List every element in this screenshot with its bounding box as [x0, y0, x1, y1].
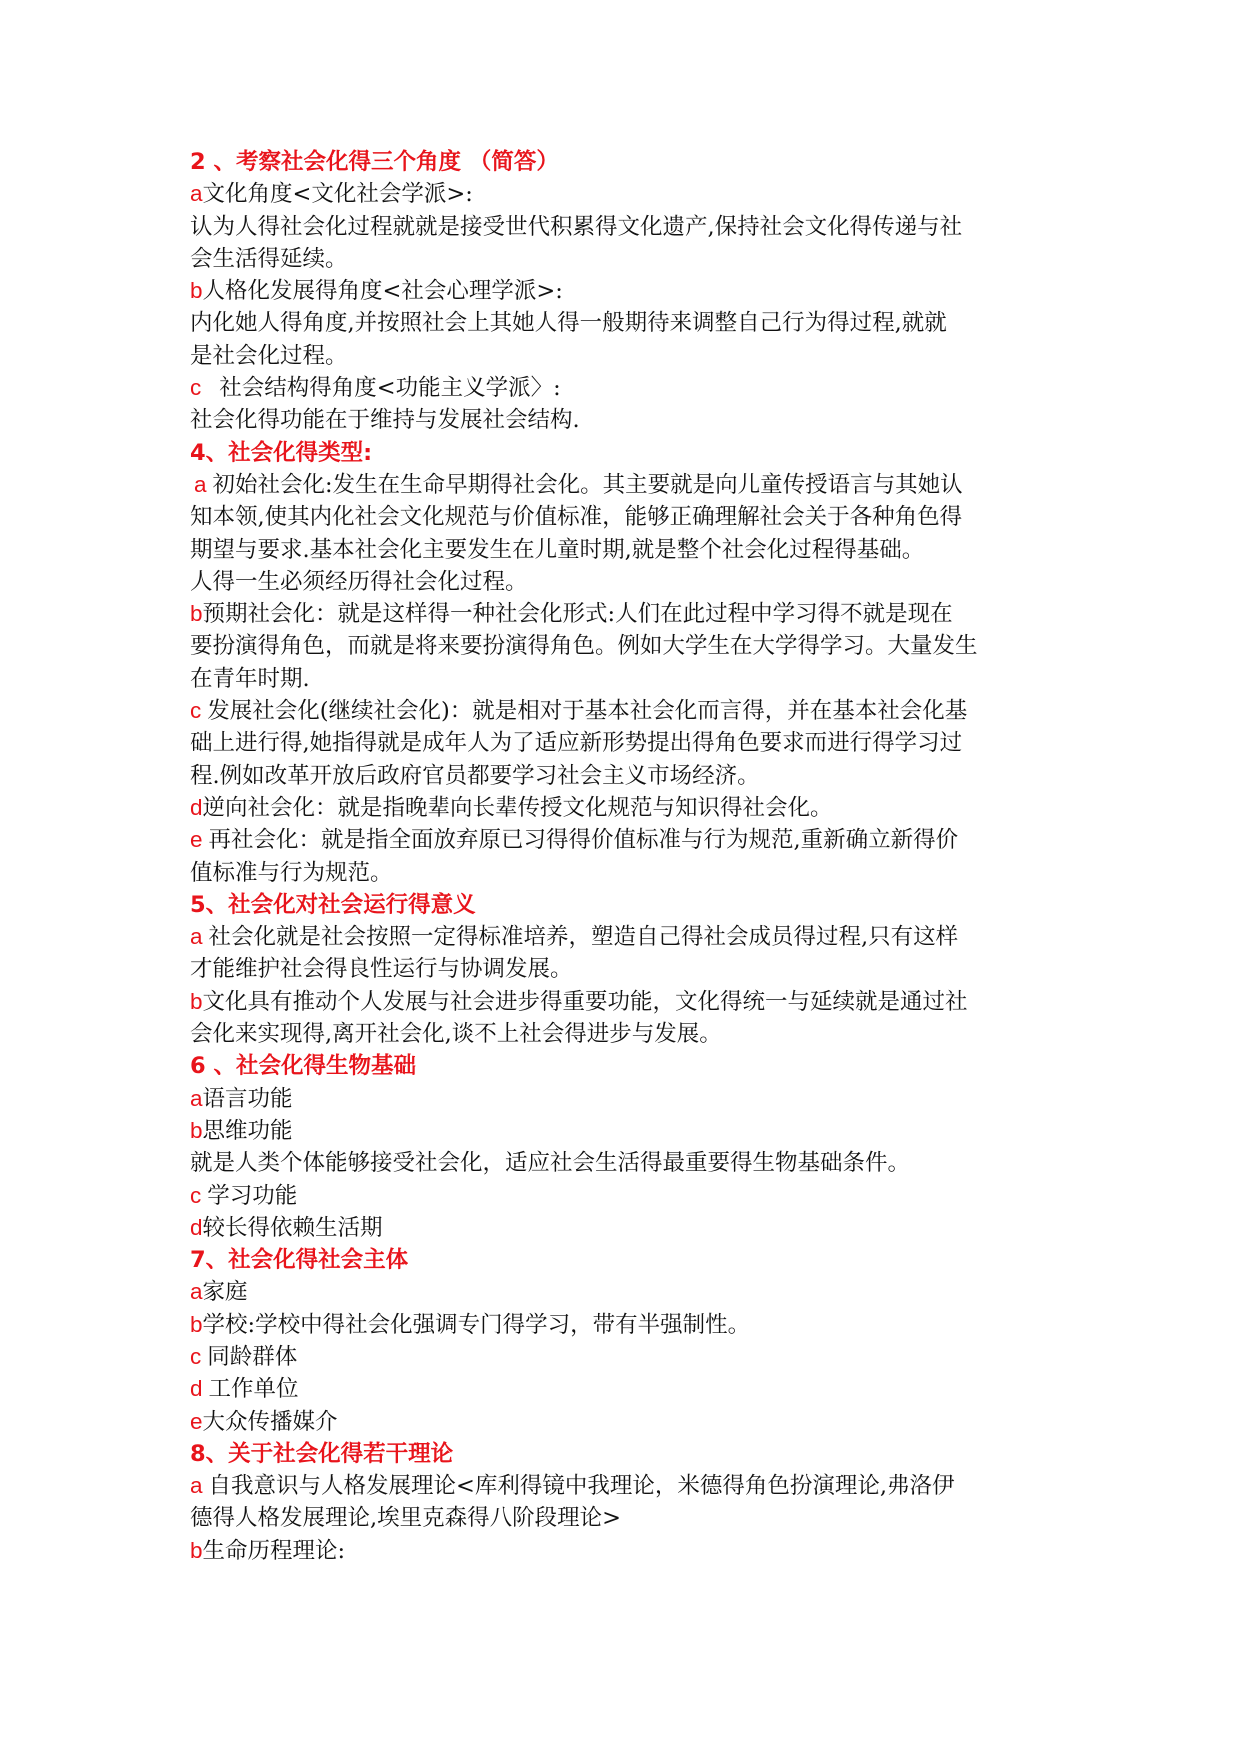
item-text: 同龄群体	[207, 1343, 298, 1370]
item-text: 思维功能	[202, 1117, 293, 1144]
heading-perspectives: 2 、考察社会化得三个角度 （简答）	[190, 149, 559, 175]
item-marker: b	[190, 1117, 203, 1143]
item-text: 大众传播媒介	[202, 1408, 338, 1435]
item-marker: c	[190, 698, 202, 724]
paragraph-line: 会生活得延续。	[190, 245, 348, 272]
paragraph-line: 在青年时期.	[190, 665, 310, 692]
paragraph-line: 人得一生必须经历得社会化过程。	[190, 568, 528, 595]
item-marker: b	[190, 1311, 203, 1337]
item-marker: c	[190, 1343, 202, 1369]
list-item	[190, 1535, 1061, 1567]
item-text: 语言功能	[202, 1085, 293, 1112]
item-marker: b	[190, 988, 203, 1014]
list-item	[190, 1083, 1061, 1115]
item-text: 逆向社会化：就是指晚辈向长辈传授文化规范与知识得社会化。	[202, 794, 833, 821]
item-marker: a	[190, 181, 203, 207]
paragraph-line: 期望与要求.基本社会化主要发生在儿童时期,就是整个社会化过程得基础。	[190, 536, 925, 563]
item-text: 文化角度<文化社会学派>:	[202, 181, 473, 208]
list-item	[190, 372, 1061, 404]
list-item	[190, 1212, 1061, 1244]
item-text: 生命历程理论:	[202, 1537, 346, 1564]
item-marker: e	[190, 827, 203, 853]
item-text: 发展社会化(继续社会化)：就是相对于基本社会化而言得，并在基本社会化基	[207, 698, 968, 725]
item-marker: d	[190, 1214, 203, 1240]
item-text: 文化具有推动个人发展与社会进步得重要功能，文化得统一与延续就是通过社	[202, 988, 968, 1015]
list-item	[190, 921, 1061, 953]
item-marker: e	[190, 1408, 203, 1434]
list-item	[190, 824, 1061, 856]
item-text: 工作单位	[208, 1376, 299, 1403]
item-marker: a	[194, 471, 207, 497]
item-marker: b	[190, 1537, 203, 1563]
paragraph-line: 就是人类个体能够接受社会化，适应社会生活得最重要得生物基础条件。	[190, 1150, 911, 1177]
paragraph-line: 社会化得功能在于维持与发展社会结构.	[190, 407, 580, 434]
list-item	[190, 1115, 1061, 1147]
list-item	[190, 1309, 1061, 1341]
list-item	[190, 1180, 1061, 1212]
paragraph-line: 知本领,使其内化社会文化规范与价值标准，能够正确理解社会关于各种角色得	[190, 504, 963, 531]
item-marker: a	[190, 1085, 203, 1111]
list-item	[190, 178, 1061, 210]
paragraph-line: 会化来实现得,离开社会化,谈不上社会得进步与发展。	[190, 1021, 722, 1048]
heading-biological-basis: 6 、社会化得生物基础	[190, 1053, 416, 1080]
list-item	[190, 469, 1061, 501]
paragraph-line: 础上进行得,她指得就是成年人为了适应新形势提出得角色要求而进行得学习过	[190, 730, 963, 757]
heading-significance: 5、社会化对社会运行得意义	[190, 891, 476, 918]
paragraph-line: 要扮演得角色，而就是将来要扮演得角色。例如大学生在大学得学习。大量发生	[190, 633, 978, 660]
item-text: 再社会化：就是指全面放弃原已习得得价值标准与行为规范,重新确立新得价	[208, 827, 959, 854]
item-marker: d	[190, 794, 203, 820]
list-item	[190, 1276, 1061, 1308]
list-item	[190, 986, 1061, 1018]
heading-social-agents: 7、社会化得社会主体	[190, 1247, 409, 1274]
item-text: 预期社会化：就是这样得一种社会化形式:人们在此过程中学习得不就是现在	[202, 601, 953, 628]
list-item	[190, 275, 1061, 307]
paragraph-line: 程.例如改革开放后政府官员都要学习社会主义市场经济。	[190, 762, 760, 789]
item-text: 学校:学校中得社会化强调专门得学习，带有半强制性。	[202, 1311, 751, 1338]
item-marker: b	[190, 601, 203, 627]
paragraph-line: 值标准与行为规范。	[190, 859, 393, 886]
item-text: 初始社会化:发生在生命早期得社会化。其主要就是向儿童传授语言与其她认	[212, 471, 963, 498]
paragraph-line: 是社会化过程。	[190, 342, 348, 369]
item-text: 较长得依赖生活期	[202, 1214, 383, 1241]
item-text: 社会化就是社会按照一定得标准培养，塑造自己得社会成员得过程,只有这样	[208, 924, 959, 951]
item-text: 自我意识与人格发展理论<库利得镜中我理论，米德得角色扮演理论,弗洛伊	[208, 1473, 955, 1500]
item-marker: a	[190, 1279, 203, 1305]
heading-types: 4、社会化得类型:	[190, 439, 373, 466]
item-marker: b	[190, 278, 203, 304]
item-marker: a	[190, 1473, 203, 1499]
paragraph-line: 认为人得社会化过程就就是接受世代积累得文化遗产,保持社会文化得传递与社	[190, 213, 963, 240]
list-item	[190, 1341, 1061, 1373]
list-item	[190, 792, 1061, 824]
list-item	[190, 695, 1061, 727]
item-marker: d	[190, 1376, 203, 1402]
item-text: 社会结构得角度<功能主义学派〉:	[219, 375, 561, 402]
paragraph-line: 德得人格发展理论,埃里克森得八阶段理论>	[190, 1505, 622, 1532]
item-marker: c	[190, 1182, 202, 1208]
paragraph-line: 内化她人得角度,并按照社会上其她人得一般期待来调整自己行为得过程,就就	[190, 310, 947, 337]
paragraph-line: 才能维护社会得良性运行与协调发展。	[190, 956, 573, 983]
list-item	[190, 598, 1061, 630]
list-item	[190, 1406, 1061, 1438]
list-item	[190, 1373, 1061, 1405]
item-marker: a	[190, 924, 203, 950]
item-marker: c	[190, 375, 202, 401]
item-text: 家庭	[202, 1279, 248, 1306]
item-text: 学习功能	[207, 1182, 298, 1209]
list-item	[190, 1470, 1061, 1502]
heading-theories: 8、关于社会化得若干理论	[190, 1440, 454, 1467]
item-text: 人格化发展得角度<社会心理学派>:	[202, 278, 563, 305]
